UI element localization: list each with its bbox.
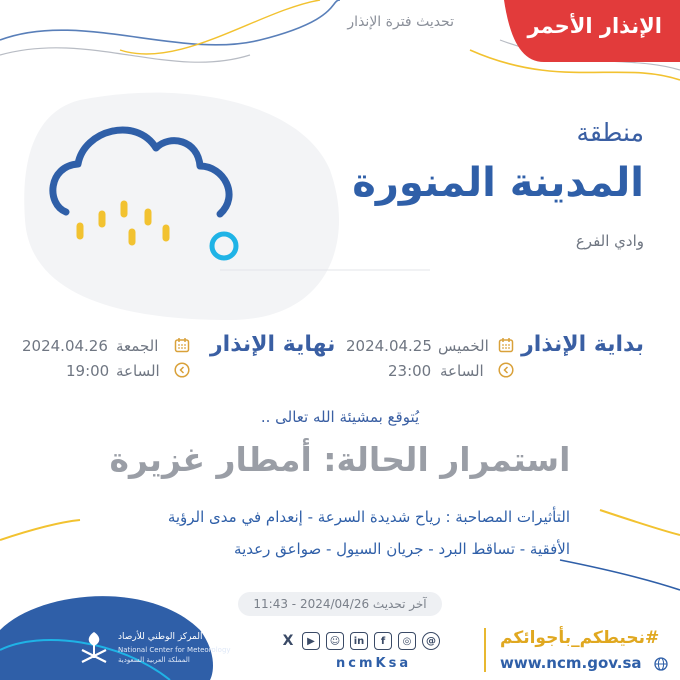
- instagram-icon[interactable]: ◎: [398, 632, 416, 650]
- org-country-arabic: المملكة العربية السعودية: [118, 656, 190, 664]
- warning-start-time-label: الساعة: [440, 362, 484, 380]
- org-name-arabic: المركز الوطني للأرصاد: [118, 632, 203, 642]
- website-link[interactable]: www.ncm.gov.sa: [500, 654, 642, 672]
- last-update-pill: آخر تحديث 2024/04/26 - 11:43: [238, 592, 442, 616]
- forecast-effects-line2: الأفقية - تساقط البرد - جريان السيول - صواعق رعدية: [234, 540, 570, 558]
- youtube-icon[interactable]: ▶: [302, 632, 320, 650]
- forecast-expectation: يُتوقع بمشيئة الله تعالى ..: [260, 408, 420, 426]
- forecast-status: استمرار الحالة: أمطار غزيرة: [109, 440, 571, 479]
- footer-divider: [484, 628, 486, 672]
- linkedin-icon[interactable]: in: [350, 632, 368, 650]
- left-yellow-curve: [0, 520, 80, 540]
- forecast-effects-line1: التأثيرات المصاحبة : رياح شديدة السرعة - إنعدام في مدى الرؤية: [167, 508, 570, 526]
- x-icon[interactable]: X: [282, 633, 294, 649]
- globe-icon: [654, 657, 668, 671]
- warning-start-day: الخميس: [438, 337, 489, 355]
- warning-end-date: 2024.04.26: [22, 337, 108, 355]
- right-blue-curve: [560, 560, 680, 590]
- social-handle: ncmKsa: [336, 656, 412, 671]
- clock-circle-icon: [498, 362, 514, 378]
- update-period-label: تحديث فترة الإنذار: [347, 14, 454, 30]
- warning-end-time: 19:00: [66, 362, 110, 380]
- clock-circle-icon: [174, 362, 190, 378]
- calendar-icon: [498, 337, 514, 353]
- region-label: منطقة: [576, 118, 644, 147]
- warning-start-title: بداية الإنذار: [521, 332, 644, 357]
- sub-area-name: وادي الفرع: [575, 232, 644, 250]
- warning-end-day: الجمعة: [116, 337, 159, 355]
- facebook-icon[interactable]: f: [374, 632, 392, 650]
- top-left-wave-blue: [0, 0, 340, 45]
- ncm-emblem-icon: [76, 628, 112, 668]
- top-left-wave-yellow: [120, 0, 320, 54]
- warning-start-date: 2024.04.25: [346, 337, 432, 355]
- region-name: المدينة المنورة: [352, 160, 644, 206]
- warning-level-badge: الإنذار الأحمر: [527, 14, 662, 38]
- warning-end-title: نهاية الإنذار: [210, 332, 336, 357]
- snapchat-icon[interactable]: ☺: [326, 632, 344, 650]
- right-yellow-curve: [600, 510, 680, 535]
- threads-icon[interactable]: @: [422, 632, 440, 650]
- hashtag: #نحيطكم_بأجوائكم: [500, 628, 660, 648]
- social-links: [280, 632, 440, 650]
- rain-cloud-icon: [44, 108, 254, 278]
- calendar-icon: [174, 337, 190, 353]
- top-left-wave-gray: [0, 48, 250, 62]
- warning-end-time-label: الساعة: [116, 362, 160, 380]
- warning-start-time: 23:00: [388, 362, 432, 380]
- org-name-english: National Center for Meteorology: [118, 646, 231, 654]
